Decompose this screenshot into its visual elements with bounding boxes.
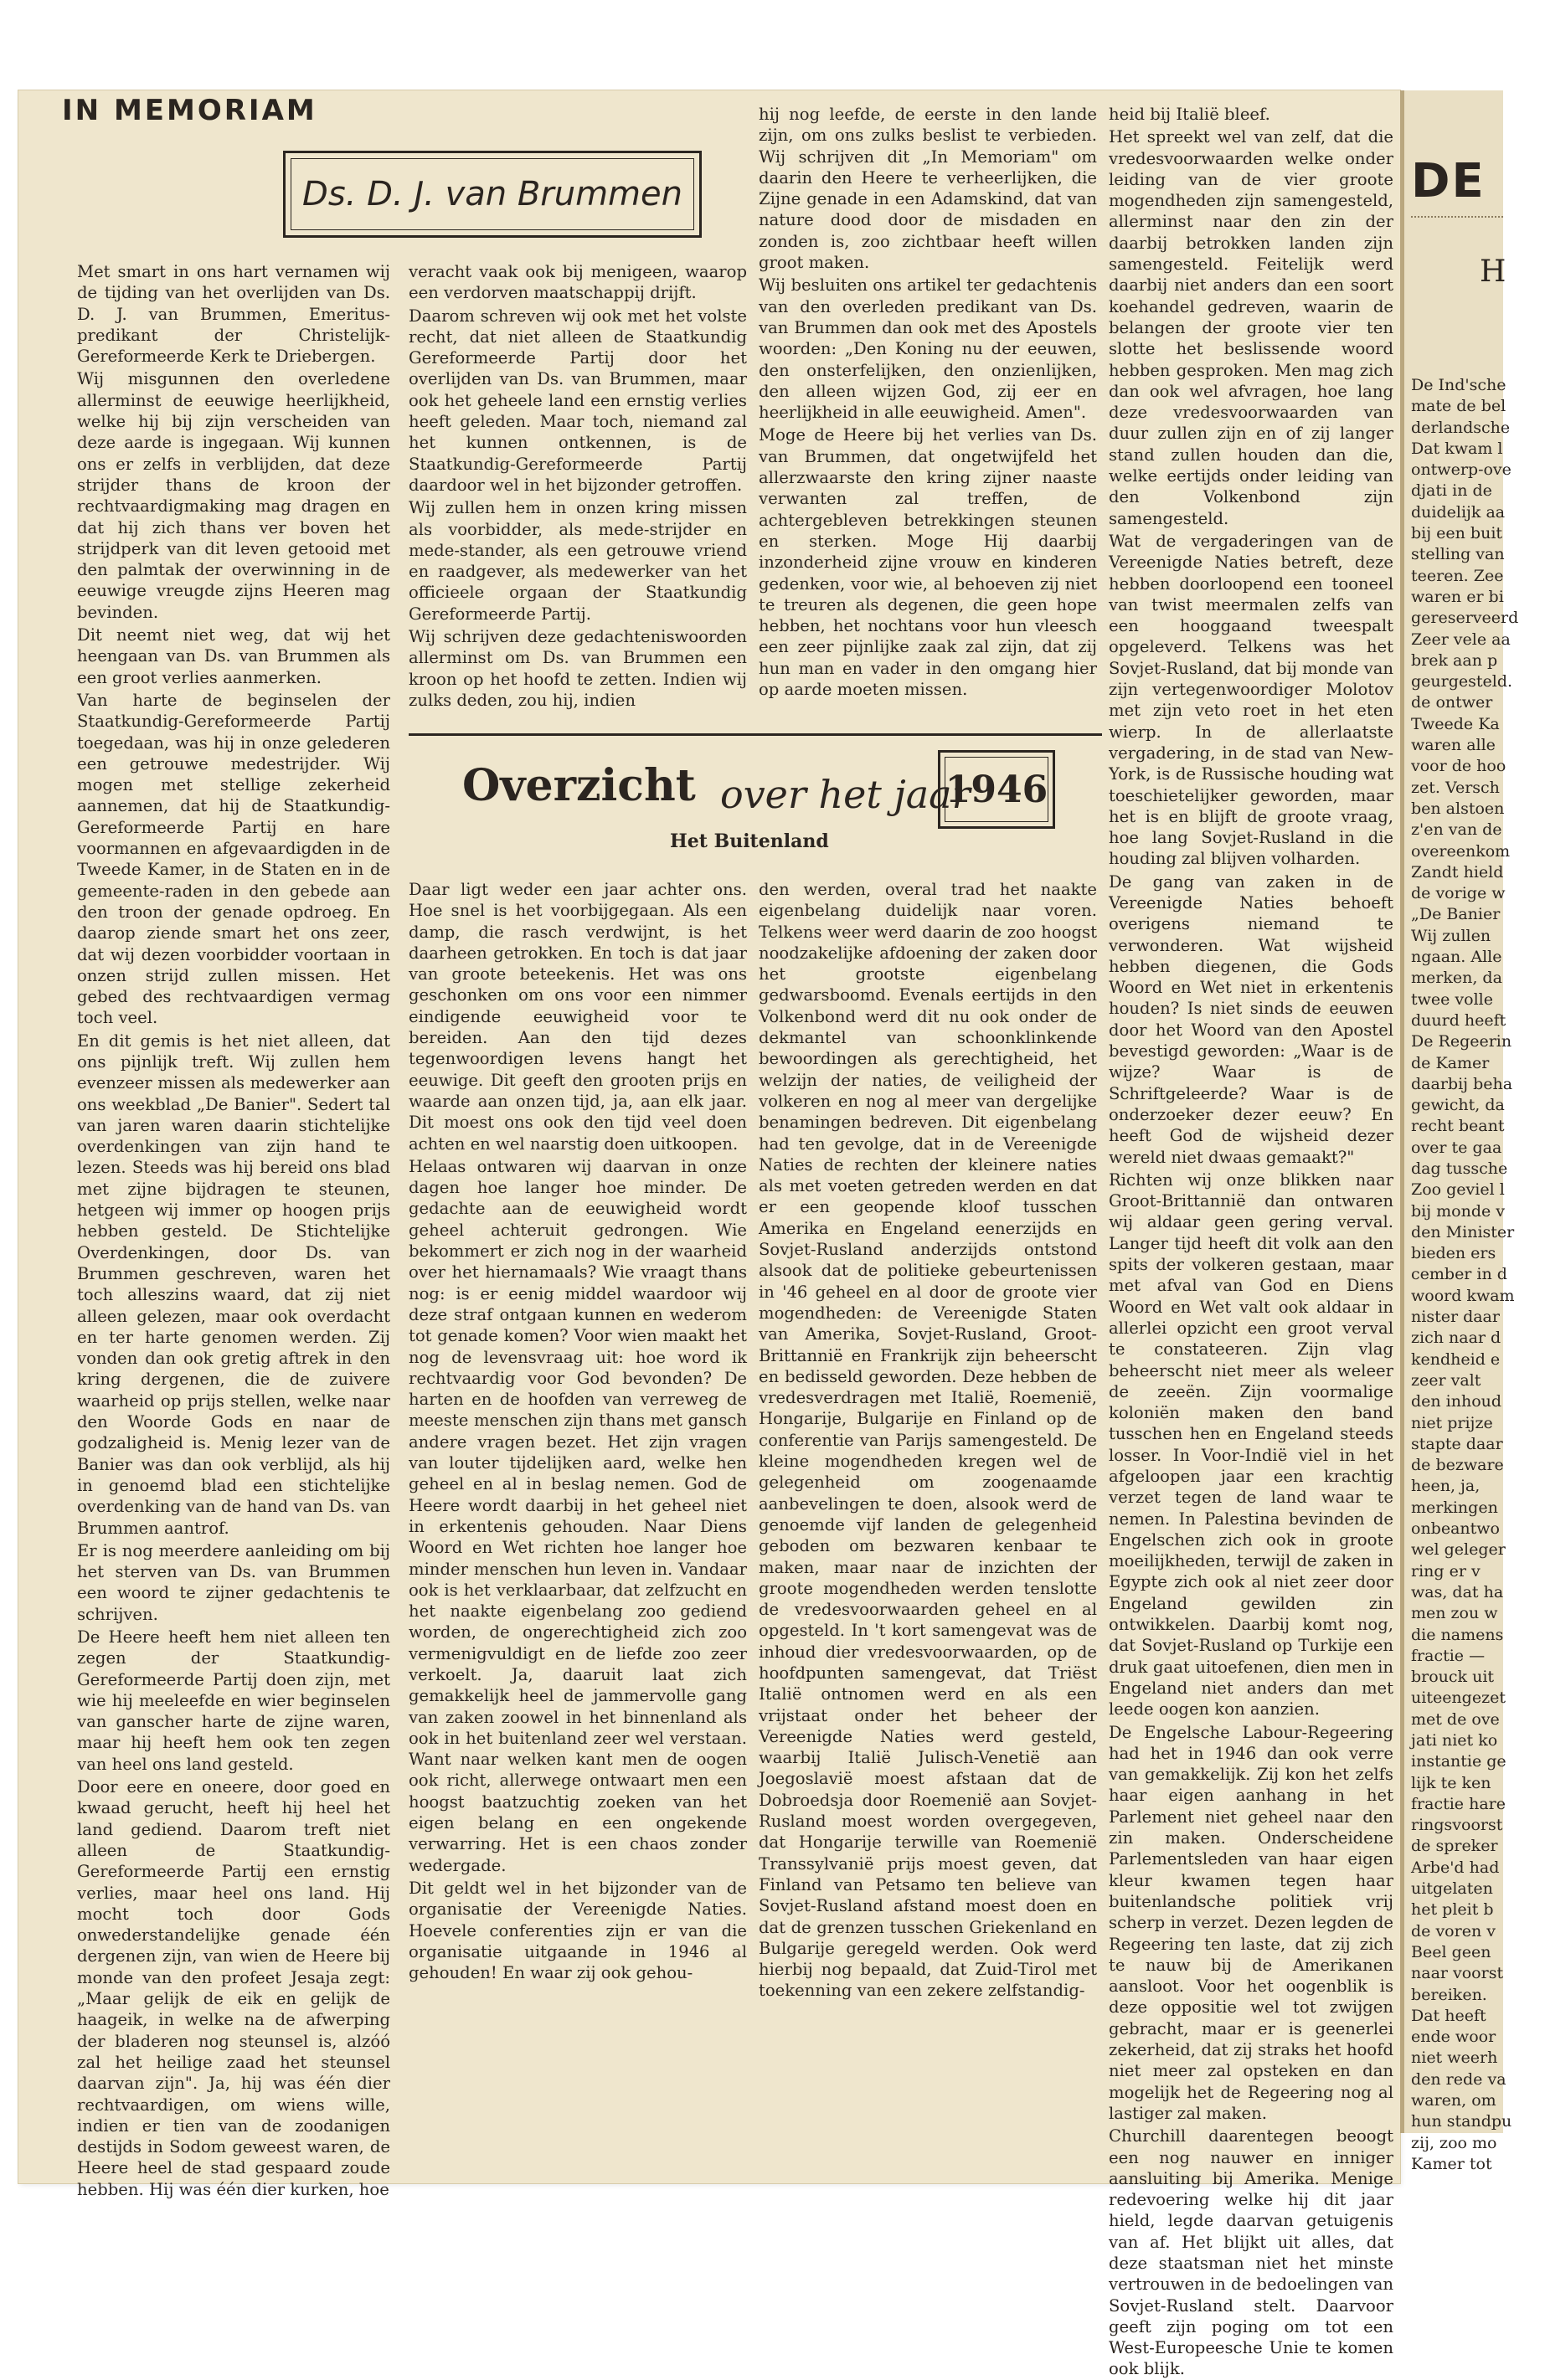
adjacent-page-line: hun standpu [1411,2112,1512,2131]
adjacent-page-line: ontwerp-ove [1411,460,1512,480]
adjacent-page-line: Zoo geviel l [1411,1180,1505,1200]
adjacent-page-line: stelling van [1411,545,1505,564]
adjacent-page-line: bij een buit [1411,524,1503,543]
section-label: IN MEMORIAM [62,94,317,127]
adjacent-page-line: wel geleger [1411,1540,1506,1560]
adjacent-page-line: de spreker [1411,1837,1498,1856]
paragraph: heid bij Italië bleef. [1109,105,1270,124]
adjacent-page-line: de bezware [1411,1456,1504,1475]
adjacent-page-line: bij monde v [1411,1201,1506,1221]
adjacent-page-line: de Kamer [1411,1053,1490,1072]
paragraph: den werden, overal trad het naakte eigenbelang duidelijk naar voren. Telkens weer werd daarin de zoo hoogst noodzakelijke afdoening der zaken door het grootste eigenbelang gedwarsboomd. Evenals eertijds in den Volkenbond werd dit nu ook onder de dekmantel van schoonklinkende bewoordingen als gerechtigheid, het welzijn der naties, de veiligheid der volkeren en nog al meer van dergelijke benamingen bedreven. Dit eigenbelang had ten gevolge, dat in de Vereenigde Naties de rechten der kleinere naties als met voeten getreden werden en dat er een geopende kloof tusschen Amerika en Engeland eenerzijds en Sovjet-Rusland anderzijds ontstond alsook dat de politieke gebeurtenissen in '46 geheel en al door de groote vier mogendheden: de Vereenigde Staten van Amerika, Sovjet-Rusland, Groot-Brittannië en Frankrijk zijn beheerscht en bedisseld geworden. Deze hebben de vredesverdragen met Italië, Roemenië, Hongarije, Bulgarije en Finland op de conferentie van Parijs samengesteld. De kleine mogendheden kregen wel de gelegenheid om zoogenaamde aanbevelingen te doen, alsook werd de genoemde vijf landen de gelegenheid geboden om bezwaren kenbaar te maken, maar naar de inzichten der groote mogendheden werden tenslotte de vredesvoorwaarden geheel en al opgesteld. In 't kort samengevat was de inhoud dier vredesvoorwaarden, op de hoofdpunten samengevat, dat Triëst Italië ontnomen werd en als een vrijstaat onder het beheer der Vereenigde Naties werd gesteld, waarbij Italië Julisch-Venetië aan Joegoslavië moest afstaan dat de Dobroedsja door Roemenië aan Sovjet-Rusland moest worden overgegeven, dat Hongarije terwille van Roemenië Transsylvanië prijs moest geven, dat Finland van Petsamo ten believe van Sovjet-Rusland afstand moest doen en dat de grenzen tusschen Griekenland en Bulgarije geregeld werden. Ook werd hierbij nog bepaald, dat Zuid-Tirol met toekenning van een zekere zelfstandig- [759,880,1097,2001]
dotted-rule [1411,216,1503,218]
adjacent-page-line: merkingen [1411,1498,1498,1517]
overview-title: Overzicht [462,760,696,811]
adjacent-page-line: waren alle [1411,736,1496,755]
memoriam-column-2 [409,261,747,711]
adjacent-page-line: brek aan p [1411,650,1498,670]
paragraph: veracht vaak ook bij menigeen, waarop een verdorven maatschappij drijft. [409,262,747,303]
paragraph: Daar ligt weder een jaar achter ons. Hoe snel is het voorbijgegaan. Als een damp, die rasch verdwijnt, is het daarheen getrokken. En toch is dat jaar van groote beteekenis. Het was ons geschonken om ons voor een nimmer eindigende eeuwigheid voor te bereiden. Aan den tijd dezes tegenwoordigen levens hangt het eeuwige. Dit geeft den grooten prijs en waarde aan onzen tijd, ja, aan elk jaar. Dit moest ons ook den tijd veel doen achten en wel naarstig doen uitkoopen. [409,880,747,1154]
adjacent-page-line: onbeantwo [1411,1519,1500,1539]
paragraph: Daarom schreven wij ook met het volste recht, dat niet alleen de Staatkundig Gereformeerde Partij door het overlijden van Ds. van Brummen, maar ook het geheele land een ernstig verlies heeft geleden. Maar toch, niemand zal het kunnen ontkennen, is de Staatkundig-Gereformeerde Partij daardoor wel in het bijzonder getroffen. [409,306,747,495]
paragraph: Wij misgunnen den overledene allerminst de eeuwige heerlijkheid, welke hij bij zijn verscheiden van deze aarde is ingegaan. Wij kunnen ons er zelfs in verblijden, dat deze strijder thans de kroon der rechtvaardigmaking mag dragen en dat hij zich thans ver boven het strijdperk van dit leven getooid met den palmtak der overwinning in de eeuwige vreugde zijns Heeren mag bevinden. [77,369,390,622]
adjacent-page-line: recht beant [1411,1117,1505,1136]
paragraph: De gang van zaken in de Vereenigde Naties behoeft overigens niemand te verwonderen. Wat wijsheid hebben diegenen, die Gods Woord en Wet niet in erkentenis houden? Is niet sinds de eeuwen door het Woord van den Apostel bevestigd geworden: „Waar is de wijze? Waar is de Schriftgeleerde? Waar is de onderzoeker dezer eeuw? En heeft God de wijsheid dezer wereld niet dwaas gemaakt?" [1109,871,1393,1167]
adjacent-page-line: niet weerh [1411,2048,1498,2068]
adjacent-page-line: den inhoud [1411,1392,1502,1411]
adjacent-page-line: was, dat ha [1411,1582,1504,1601]
memoriam-name-heading: Ds. D. J. van Brummen [291,158,694,230]
adjacent-page-line: gewicht, da [1411,1096,1505,1115]
paragraph: Wij schrijven deze gedachteniswoorden allerminst om Ds. van Brummen een kroon op het hoofd te zetten. Indien wij zulks deden, zou hij, indien [409,627,747,710]
adjacent-page-line: Wij zullen [1411,926,1491,945]
adjacent-page-line: de ontwer [1411,693,1493,712]
adjacent-page-line: den rede va [1411,2069,1506,2089]
adjacent-page-line: fractie — [1411,1646,1486,1665]
adjacent-page-line: waren, om [1411,2091,1496,2110]
adjacent-page-line: naar voorst [1411,1964,1504,1983]
adjacent-page-line: kendheid e [1411,1349,1501,1369]
adjacent-page-line: mate de bel [1411,397,1506,416]
year-box [938,750,1055,829]
paragraph: Met smart in ons hart vernamen wij de tijding van het overlijden van Ds. D. J. van Brummen, Emeritus-predikant der Christelijk-Gereformeerde Kerk te Driebergen. [77,262,390,367]
adjacent-page-line: heen, ja, [1411,1477,1481,1496]
paragraph: Dit neemt niet weg, dat wij het heengaan van Ds. van Brummen als een groot verlies aanmerken. [77,625,390,687]
paragraph: hij nog leefde, de eerste in den lande zijn, om ons zulks beslist te verbieden. Wij schrijven dit „In Memoriam" om daarin den Heere te verheerlijken, die Zijne genade in een Adamskind, dat van nature dood door de misdaden en zonden is, zoo zichtbaar heeft willen groot maken. [759,105,1097,273]
adjacent-page-line: brouck uit [1411,1668,1495,1687]
adjacent-page-line: zet. Versch [1411,778,1500,797]
adjacent-page-line: Zeer vele aa [1411,630,1511,649]
adjacent-page-line: jati niet ko [1411,1731,1498,1750]
adjacent-page-line: ben alstoen [1411,799,1505,818]
overview-column-2 [409,879,747,1983]
paragraph: Het spreekt wel van zelf, dat die vredesvoorwaarden welke onder leiding van de vier groote mogendheden zijn samengesteld, allerminst naar den zin der daarbij betrokken landen zijn samengesteld. Feitelijk werd daarbij niet anders dan een soort koehandel gedreven, waarin de belangen der groote vier ten slotte het beslissende woord hebben gesproken. Men mag zich dan ook wel afvragen, hoe lang deze vredesvoorwaarden van duur zullen zijn en of zij langer stand zullen houden dan die, welke eertijds onder leiding van den Volkenbond zijn samengesteld. [1109,127,1393,528]
overview-subheading: Het Buitenland [670,830,829,852]
adjacent-page-line: instantie ge [1411,1752,1506,1771]
memoriam-column-1 [77,261,390,2200]
paragraph: De Heere heeft hem niet alleen ten zegen der Staatkundig-Gereformeerde Partij doen zijn, met wie hij meeleefde en wier beginselen van ganscher harte de zijne waren, maar hij heeft hem ook ten zegen van heel ons land gesteld. [77,1627,390,1774]
adjacent-page-line: geurgesteld. [1411,672,1513,691]
paragraph: Wij besluiten ons artikel ter gedachtenis van den overleden predikant van Ds. van Brummen dan ook met des Apostels woorden: „Den Koning nu der eeuwen, den onsterfelijken, den onzienlijken, den alleen wijzen God, zij eer en heerlijkheid in alle eeuwigheid. Amen". [759,275,1097,423]
adjacent-page-column [1411,375,1528,2175]
memoriam-column-3 [759,104,1097,700]
adjacent-page-strip [1400,90,1519,2173]
adjacent-page-line: die namens [1411,1625,1504,1644]
paragraph: Door eere en oneere, door goed en kwaad gerucht, heeft hij heel het land gediend. Daarom treft niet alleen de Staatkundig-Gereformeerde Partij een ernstig verlies, maar heel ons land. Hij mocht toch door Gods onwederstandelijke genade één dergenen zijn, van wien de Heere bij monde van den profeet Jesaja zegt: „Maar gelijk de eik en gelijk de haageik, in welke na de afwerping der bladeren nog steunsel is, alzóó zal het heilige zaad het steunsel daarvan zijn". Ja, hij was één dier rechtvaardigen, om wiens wille, indien er tien van de zoodanigen destijds in Sodom geweest waren, de Heere heel de stad gespaard zoude hebben. Hij was één dier kurken, hoe [77,1777,390,2199]
section-divider [409,733,1102,736]
adjacent-page-line: zeer valt [1411,1370,1481,1390]
adjacent-page-line: den Minister [1411,1222,1515,1241]
adjacent-page-line: voor de hoo [1411,757,1506,776]
adjacent-page-line: Arbe'd had [1411,1858,1500,1877]
adjacent-page-line: derlandsche [1411,418,1511,437]
paragraph: De Engelsche Labour-Regeering had het in 1946 dan ook verre van gemakkelijk. Zij kon het zelfs haar eigen aanhang in het Parlement niet geheel naar den zin maken. Onderscheidene Parlementsleden van haar eigen kleur kwamen tegen haar buitenlandsche politiek vrij scherp in verzet. Dezen legden de Regeering ten laste, dat zij zich te nauw bij de Amerikanen aansloot. Voor het oogenblik is deze oppositie wel tot zwijgen gebracht, maar er is geenerlei zekerheid, dat zij straks het hoofd niet meer zal opsteken en dan mogelijk het de Regeering nog al lastiger zal maken. [1109,1722,1393,2123]
adjacent-page-line: ende woor [1411,2028,1496,2047]
adjacent-page-line: merken, da [1411,969,1502,988]
adjacent-page-line: cember in d [1411,1265,1507,1284]
adjacent-page-line: gereserveerd [1411,609,1519,628]
adjacent-page-heading: DE [1411,154,1486,208]
adjacent-page-line: z'en van de [1411,820,1502,840]
adjacent-page-line: „De Banier [1411,905,1501,924]
paragraph: Moge de Heere bij het verlies van Ds. van Brummen, dat ongetwijfeld het allerzwaarste den kring zijner naaste verwanten zal treffen, de achtergebleven betrekkingen steunen en sterken. Moge Hij daarbij inzonderheid zijne vrouw en kinderen gedenken, voor wie, al behoeven zij niet te treuren als degenen, die geen hope hebben, het nochtans voor hun vleesch een zeer pijnlijke zaak zal zijn, dat zij hun man en vader in den omgang hier op aarde moeten missen. [759,425,1097,700]
paragraph: Er is nog meerdere aanleiding om bij het sterven van Ds. van Brummen een woord te zijner gedachtenis te schrijven. [77,1540,390,1624]
adjacent-page-line: zij, zoo mo [1411,2133,1497,2152]
paragraph: Helaas ontwaren wij daarvan in onze dagen hoe langer hoe minder. De gedachte aan de eeuwigheid wordt geheel achteruit gedrongen. Wie bekommert er zich nog in der waarheid over het hiernamaals? Wie vraagt thans nog: is er eenig middel waardoor wij deze straf ontgaan kunnen en wederom tot genade komen? Voor wien maakt het nog de levensvraag uit: hoe word ik rechtvaardig voor God bevonden? De harten en de hoofden van verreweg de meeste menschen zijn thans met gansch andere vragen bezet. Het zijn vragen van louter tijdelijken aard, welke hen geheel en al in beslag nemen. God de Heere wordt daarbij in het geheel niet in erkentenis gehouden. Naar Diens Woord en Wet richten hoe langer hoe minder menschen hun leven in. Vandaar ook is het verklaarbaar, dat zelfzucht en het naakte eigenbelang zoo gediend worden, de ongerechtigheid zich zoo vermenigvuldigt en de liefde zoo zeer verkoelt. Ja, daaruit laat zich gemakkelijk heel de jammervolle gang van zaken zoowel in het binnenland als ook in het buitenland zeer wel verstaan. Want naar welken kant men de oogen ook richt, allerwege ontwaart men een hoogst baatzuchtig zoeken van het eigen belang en een ongekende verwarring. Het is een chaos zonder wedergade. [409,1156,747,1875]
adjacent-page-line: Dat heeft [1411,2006,1486,2025]
adjacent-page-line: ringsvoorst [1411,1816,1503,1835]
adjacent-page-line: twee volle [1411,990,1493,1009]
adjacent-page-line: nister daar [1411,1308,1500,1327]
adjacent-page-line: waren er bi [1411,587,1504,606]
adjacent-page-line: uitgelaten [1411,1879,1493,1899]
adjacent-page-line: het pleit b [1411,1900,1494,1920]
paragraph: En dit gemis is het niet alleen, dat ons pijnlijk treft. Wij zullen hem evenzeer missen als medewerker aan ons weekblad „De Banier". Sedert tal van jaren waren daarin stichtelijke overdenkingen van zijn hand te lezen. Steeds was hij bereid ons blad met zijne bijdragen te steunen, hetgeen wij immer op hoogen prijs hebben gesteld. De Stichtelijke Overdenkingen, door Ds. van Brummen geschreven, waren het toch alleszins waard, dat zij niet alleen gelezen, maar ook overdacht en ter harte genomen werden. Zij vonden dan ook gretig aftrek in den kring dergenen, die de zuivere waarheid op prijs stellen, welke naar den Woorde Gods en naar de godzaligheid is. Menig lezer van de Banier was dan ook verblijd, als hij in genoemd blad een stichtelijke overdenking van de hand van Ds. van Brummen aantrof. [77,1031,390,1538]
name-heading-box [283,151,702,238]
adjacent-page-subheading: H [1480,254,1506,289]
overview-year: 1946 [945,757,1048,822]
adjacent-page-line: Tweede Ka [1411,714,1500,733]
adjacent-page-line: de vorige w [1411,884,1506,903]
adjacent-page-line: overeenkom [1411,841,1511,861]
adjacent-page-line: niet prijze [1411,1413,1493,1432]
adjacent-page-line: djati in de [1411,481,1492,501]
paragraph: Churchill daarentegen beoogt een nog nauwer en inniger aansluiting bij Amerika. Menige redevoering welke hij dit jaar hield, legde daarvan getuigenis van af. Het blijkt uit alles, dat deze staatsman niet het minste vertrouwen in de bedoelingen van Sovjet-Rusland stelt. Daarvoor geeft zijn poging om tot een West-Europeesche Unie te komen ook blijk. [1109,2126,1393,2379]
adjacent-page-line: met de ove [1411,1709,1500,1729]
overview-column-4 [1109,104,1393,2380]
paragraph: Richten wij onze blikken naar Groot-Brittannië dan ontwaren wij aldaar geen gering verval. Langer tijd heeft dit volk aan den spits der volkeren gestaan, maar met afval van God en Diens Woord en Wet valt ook aldaar in allerlei opzicht een groot verval te constateeren. Zijn vlag beheerscht niet meer als weleer de zeeën. Zijn voormalige koloniën maken den band tusschen hen en Engeland steeds losser. In Voor-Indië viel in het afgeloopen jaar een krachtig verzet tegen de land waar te nemen. In Palestina bevinden de Engelschen zich ook in groote moeilijkheden, terwijl de zaken in Egypte zich ook al niet zeer door Engeland gewilden zin ontwikkelen. Daarbij komt nog, dat Sovjet-Rusland op Turkije een druk gaat uitoefenen, dien men in Engeland niet anders dan met leede oogen kon aanzien. [1109,1169,1393,1719]
adjacent-page-line: Zandt hield [1411,862,1504,882]
adjacent-page-line: de voren v [1411,1921,1496,1940]
adjacent-page-line: Kamer tot [1411,2154,1492,2173]
adjacent-page-line: dag tussche [1411,1159,1508,1178]
adjacent-page-line: uiteengezet [1411,1689,1506,1708]
adjacent-page-line: bereiken. [1411,1985,1487,2004]
paragraph: Wat de vergaderingen van de Vereenigde Naties betreft, deze hebben doorloopend een tooneel van twist meermalen zelfs van een hooggaand tweespalt opgeleverd. Telkens was het Sovjet-Rusland, dat bij monde van zijn vertegenwoordiger Molotov met zijn veto roet in het eten wierp. In de allerlaatste vergadering, in de stad van New-York, is de Russische houding wat toeschietelijker geworden, maar het is en blijft de groote vraag, hoe lang Sovjet-Rusland in die houding zal blijven volharden. [1109,531,1393,869]
adjacent-page-line: ring er v [1411,1561,1481,1581]
adjacent-page-line: duurd heeft [1411,1010,1506,1030]
adjacent-page-line: De Regeerin [1411,1032,1512,1051]
adjacent-page-line: fractie hare [1411,1794,1506,1813]
adjacent-page-line: De Ind'sche [1411,376,1506,394]
adjacent-page-line: daarbij beha [1411,1074,1513,1093]
overview-column-3 [759,879,1097,2002]
adjacent-page-line: Beel geen [1411,1942,1491,1961]
adjacent-page-line: Dat kwam l [1411,439,1503,458]
adjacent-page-line: over te gaa [1411,1138,1502,1157]
adjacent-page-line: lijk te ken [1411,1773,1491,1792]
adjacent-page-line: woord kwam [1411,1286,1515,1305]
adjacent-page-line: men zou w [1411,1604,1498,1623]
adjacent-page-line: stapte daar [1411,1434,1503,1453]
overview-title-script: over het jaar [720,772,971,817]
adjacent-page-line: teeren. Zee [1411,566,1504,585]
adjacent-page-line: zich naar d [1411,1329,1501,1348]
adjacent-page-line: ngaan. Alle [1411,948,1502,967]
paragraph: Van harte de beginselen der Staatkundig-Gereformeerde Partij toegedaan, was hij in onze gelederen een getrouwe medestrijder. Wij mogen met stellige zekerheid aannemen, dat hij de Staatkundig-Gereformeerde Partij en hare voormannen en afgevaardigden in de Tweede Kamer, in de Staten en in de gemeente-raden in den gebede aan den troon der genade opdroeg. En daarop ziende smart het ons zeer, dat wij dezen voorbidder voortaan in onzen strijd zullen missen. Het gebed des rechtvaardigen vermag toch veel. [77,690,390,1028]
paragraph: Wij zullen hem in onzen kring missen als voorbidder, als mede-strijder en mede-stander, als een getrouwe vriend en raadgever, als medewerker van het officieele orgaan der Staatkundig Gereformeerde Partij. [409,498,747,624]
adjacent-page-line: duidelijk aa [1411,502,1506,522]
paragraph: Dit geldt wel in het bijzonder van de organisatie der Vereenigde Naties. Hoevele conferenties zijn er van die organisatie uitgaande in 1946 al gehouden! En waar zij ook gehou- [409,1878,747,1983]
adjacent-page-line: bieden ers [1411,1244,1496,1263]
